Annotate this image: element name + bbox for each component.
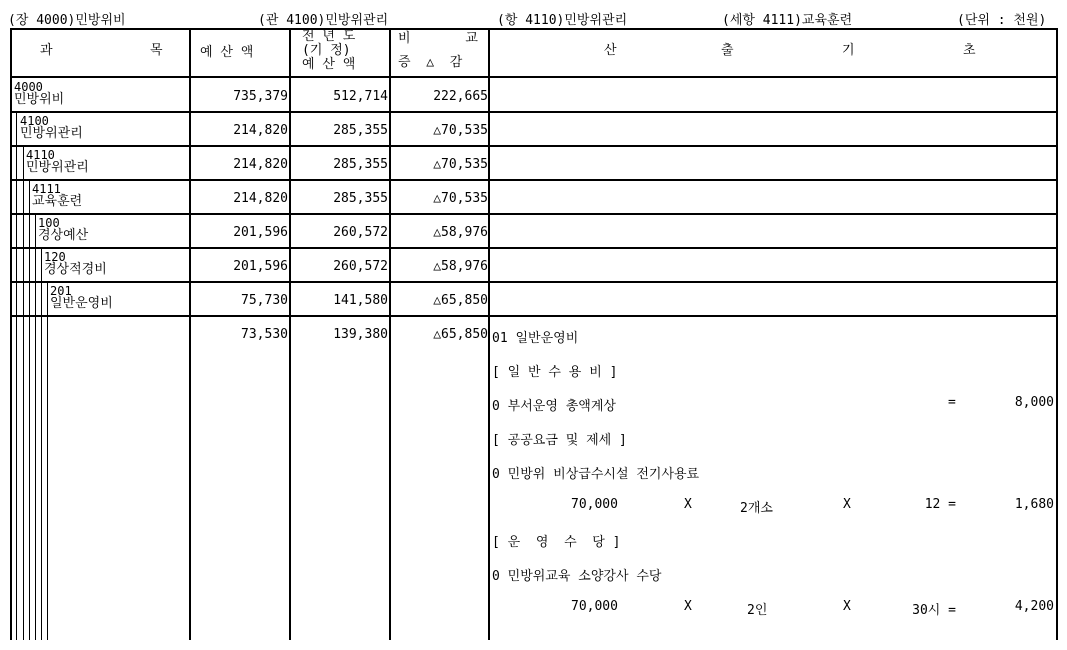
calc-equals: = <box>948 395 956 410</box>
row-diff: △70,535 <box>433 191 488 206</box>
row-divider <box>10 213 1058 215</box>
row-prev: 512,714 <box>333 89 388 104</box>
detail-budget: 73,530 <box>241 327 288 342</box>
calc-multiply: X <box>843 599 851 614</box>
row-name: 민방위관리 <box>20 126 83 141</box>
row-diff: △70,535 <box>433 123 488 138</box>
row-prev: 285,355 <box>333 191 388 206</box>
row-budget: 75,730 <box>241 293 288 308</box>
row-code: 4110 <box>26 148 55 162</box>
row-code: 4111 <box>32 182 61 196</box>
calc-months: 12 = <box>924 497 956 512</box>
row-name: 경상예산 <box>38 228 89 243</box>
column-divider <box>289 28 291 640</box>
row-diff: △58,976 <box>433 259 488 274</box>
detail-line: 01 일반운영비 <box>492 331 579 346</box>
column-divider <box>389 28 391 640</box>
row-code: 4100 <box>20 114 49 128</box>
detail-line: 0 부서운영 총액계상 <box>492 399 616 414</box>
row-code: 4000 <box>14 80 43 94</box>
table-left-border <box>10 28 12 640</box>
calc-unit-price: 70,000 <box>571 497 618 512</box>
row-prev: 260,572 <box>333 259 388 274</box>
col-subject-label-a: 과 <box>40 43 53 58</box>
row-prev: 141,580 <box>333 293 388 308</box>
row-divider <box>10 281 1058 283</box>
row-divider <box>10 315 1058 317</box>
calc-quantity: 2개소 <box>740 501 773 516</box>
row-code: 100 <box>38 216 60 230</box>
row-name: 일반운영비 <box>50 296 113 311</box>
col-basis-header-a: 산 <box>604 43 617 58</box>
row-name: 민방위비 <box>14 92 65 107</box>
detail-line: 0 민방위교육 소양강사 수당 <box>492 569 662 584</box>
table-right-border <box>1056 28 1058 640</box>
detail-diff: △65,850 <box>433 327 488 342</box>
row-diff: △65,850 <box>433 293 488 308</box>
header-sehang: (세항 4111)교육훈련 <box>722 13 853 28</box>
row-name: 경상적경비 <box>44 262 107 277</box>
calc-multiply: X <box>684 497 692 512</box>
detail-prev: 139,380 <box>333 327 388 342</box>
col-basis-header-d: 초 <box>963 43 976 58</box>
row-budget: 201,596 <box>233 225 288 240</box>
row-divider <box>10 179 1058 181</box>
indent-line <box>23 145 24 640</box>
indent-line <box>47 281 48 640</box>
row-diff: 222,665 <box>433 89 488 104</box>
header-bottom-border <box>10 76 1058 78</box>
row-budget: 201,596 <box>233 259 288 274</box>
row-budget: 214,820 <box>233 191 288 206</box>
calc-hours: 30시 = <box>912 603 956 618</box>
col-prev-header-b: (기 정) <box>302 43 351 58</box>
detail-line: [ 일 반 수 용 비 ] <box>492 365 618 380</box>
col-basis-header-c: 기 <box>842 43 855 58</box>
row-prev: 260,572 <box>333 225 388 240</box>
row-name: 교육훈련 <box>32 194 83 209</box>
detail-line: [ 운 영 수 당 ] <box>492 535 621 550</box>
calc-amount: 1,680 <box>1014 497 1054 512</box>
col-compare-header-b: 증 △ 감 <box>398 55 463 70</box>
row-prev: 285,355 <box>333 123 388 138</box>
indent-line <box>41 247 42 640</box>
indent-line <box>16 111 17 640</box>
col-budget-header: 예 산 액 <box>200 45 254 60</box>
calc-amount: 8,000 <box>1014 395 1054 410</box>
row-prev: 285,355 <box>333 157 388 172</box>
indent-line <box>29 179 30 640</box>
budget-table <box>10 28 1058 640</box>
calc-amount: 4,200 <box>1014 599 1054 614</box>
column-divider <box>488 28 490 640</box>
row-divider <box>10 247 1058 249</box>
row-divider <box>10 145 1058 147</box>
header-jang: (장 4000)민방위비 <box>8 13 126 28</box>
column-divider <box>189 28 191 640</box>
row-divider <box>10 111 1058 113</box>
row-code: 120 <box>44 250 66 264</box>
row-diff: △58,976 <box>433 225 488 240</box>
calc-multiply: X <box>843 497 851 512</box>
calc-unit-price: 70,000 <box>571 599 618 614</box>
row-budget: 214,820 <box>233 157 288 172</box>
header-unit: (단위 : 천원) <box>957 13 1047 28</box>
row-diff: △70,535 <box>433 157 488 172</box>
header-gwan: (관 4100)민방위관리 <box>258 13 389 28</box>
col-basis-header-b: 출 <box>721 43 734 58</box>
row-budget: 735,379 <box>233 89 288 104</box>
col-prev-header-c: 예 산 액 <box>302 57 356 72</box>
indent-line <box>35 213 36 640</box>
header-hang: (항 4110)민방위관리 <box>497 13 628 28</box>
col-compare-header-a: 비 교 <box>398 31 478 46</box>
calc-multiply: X <box>684 599 692 614</box>
detail-line: 0 민방위 비상급수시설 전기사용료 <box>492 467 700 482</box>
table-top-border <box>10 28 1058 30</box>
row-code: 201 <box>50 284 72 298</box>
col-subject-label-b: 목 <box>150 43 163 58</box>
calc-quantity: 2인 <box>747 603 768 618</box>
col-prev-header-a: 전 년 도 <box>302 29 356 44</box>
detail-line: [ 공공요금 및 제세 ] <box>492 433 627 448</box>
row-budget: 214,820 <box>233 123 288 138</box>
row-name: 민방위관리 <box>26 160 89 175</box>
